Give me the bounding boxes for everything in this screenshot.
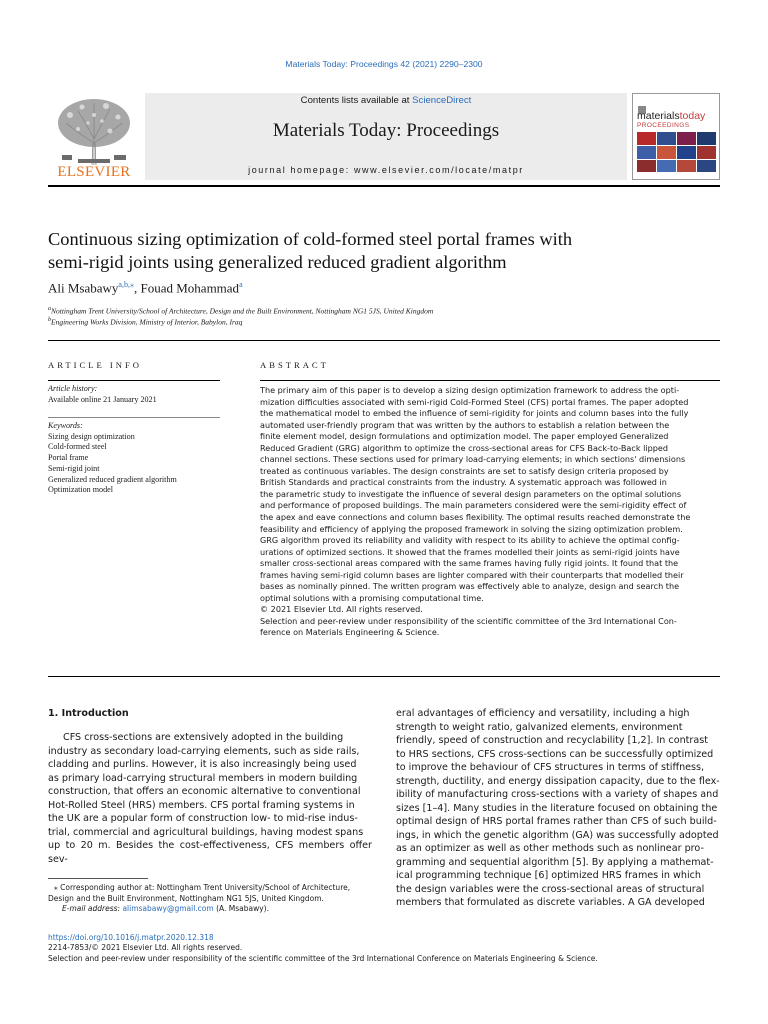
footnote-line: Design and the Built Environment, Nottingham NG1 5JS, United Kingdom. (48, 893, 324, 903)
footer-peer-review: Selection and peer-review under responsibility of the scientific committee of the 3rd International Conference on Materials Engineering & Science. (48, 953, 598, 963)
article-title (48, 228, 720, 274)
contents-prefix: Contents lists available at (300, 95, 413, 106)
article-info-heading: ARTICLE INFO (48, 360, 142, 370)
intro-line: trial, commercial and agricultural buildings, having modest spans (48, 826, 364, 838)
article-title-line-1: Continuous sizing optimization of cold-formed steel portal frames with (48, 229, 573, 249)
corresponding-author-footnote (48, 883, 378, 915)
intro-line: gramming and sequential algorithm [5]. By applying a mathemat- (396, 856, 714, 868)
abstract-line: treated as continuous variables. The design constraints are set to satisfy design criteria proposed by (260, 465, 669, 476)
abstract-line: Reduced Gradient (GRG) algorithm to optimize the cross-sectional areas for CFS Back-to-Back lipped (260, 442, 668, 453)
keywords-label: Keywords: (48, 421, 83, 430)
journal-homepage[interactable]: journal homepage: www.elsevier.com/locate/matpr (248, 165, 524, 175)
journal-citation[interactable]: Materials Today: Proceedings 42 (2021) 2290–2300 (285, 59, 483, 69)
intro-line: as primary load-carrying structural members in modern building (48, 772, 358, 784)
intro-line: as an optimizer as well as other methods such as nonlinear pro- (396, 843, 704, 854)
keyword-item: Cold-formed steel (48, 442, 107, 452)
abstract-line: GRG algorithm proved its reliability and validity with respect to its ability to achieve the optimal config- (260, 535, 680, 546)
cover-title-a: materials (637, 110, 680, 122)
abstract-peer-review-line: ference on Materials Engineering & Science. (260, 627, 440, 638)
author-name[interactable]: Fouad Mohammad (140, 280, 240, 296)
corresponding-author-mark[interactable]: ⁎ (129, 280, 134, 289)
abstract-body (260, 385, 720, 639)
abstract-line: feasibility and efficiency of applying the proposed framework in solving the sizing optimization problem. (260, 523, 683, 534)
abstract-line: optimal solutions with a promising computational time. (260, 592, 484, 603)
footnote-email-line (48, 904, 378, 915)
intro-line: the design variables were the cross-sectional areas of structural (396, 883, 705, 895)
intro-line: industry as secondary load-carrying elements, such as side rails, (48, 745, 360, 757)
affiliation-mark: a (48, 306, 51, 312)
author-separator: , (133, 280, 141, 296)
introduction-heading: 1. Introduction (48, 708, 129, 719)
article-history (48, 384, 157, 405)
article-info-rule (48, 380, 220, 381)
affiliation-b (48, 317, 242, 327)
intro-line: to improve the behaviour of CFS structures in terms of stiffness, (396, 762, 705, 773)
author-affiliation-marks[interactable] (118, 280, 134, 289)
intro-line: up to 20 m. Besides the cost-effectiveness, CFS members offer sev- (48, 840, 372, 865)
intro-right-column (396, 707, 720, 910)
abstract-copyright: © 2021 Elsevier Ltd. All rights reserved. (260, 604, 423, 615)
intro-left-column (48, 731, 372, 866)
page-footer (48, 933, 598, 964)
abstract-line: The primary aim of this paper is to develop a sizing design optimization framework to address the opti- (260, 385, 680, 395)
abstract-line: automated user-friendly program that was written by the authors to establish a relation between the (260, 419, 670, 430)
intro-line: ical programming technique [6] optimized HRS frames in which (396, 870, 701, 881)
abstract-line: bases as nominally pinned. The written program was effectively able to analyze, design and search the (260, 581, 680, 592)
article-title-line-2: semi-rigid joints using generalized reduced gradient algorithm (48, 252, 507, 272)
intro-line: ibility of manufacturing cross-sections with a variety of shapes and (396, 789, 719, 800)
keyword-item: Sizing design optimization (48, 431, 135, 441)
affiliation-a (48, 306, 433, 316)
abstract-line: smaller cross-sectional areas compared with the same frames having fully rigid joints. It found that the (260, 558, 679, 569)
header-divider (48, 185, 720, 187)
issn-copyright: 2214-7853/© 2021 Elsevier Ltd. All rights reserved. (48, 943, 243, 953)
intro-line: friendly, speed of construction and recyclability [1,2]. In contrast (396, 735, 708, 746)
email-label: E-mail address: (62, 904, 123, 914)
author-name[interactable]: Ali Msabawy (48, 280, 119, 296)
affiliation-divider (48, 340, 720, 341)
keyword-item: Generalized reduced gradient algorithm (48, 474, 177, 484)
intro-line: strength to weight ratio, galvanized elements, environment (396, 721, 683, 733)
cover-subtitle: PROCEEDINGS (637, 122, 690, 129)
abstract-peer-review-line: Selection and peer-review under responsibility of the scientific committee of the 3rd International Con- (260, 615, 677, 626)
abstract-line: finite element model, design formulations and optimization model. The paper employed Generalized (260, 431, 669, 442)
journal-title: Materials Today: Proceedings (272, 120, 500, 141)
author-email-link[interactable]: alimsabawy@gmail.com (122, 904, 214, 914)
affiliation-text: Engineering Works Division, Ministry of Interior, Babylon, Iraq (51, 317, 243, 327)
affiliation-mark: b (48, 317, 51, 323)
keyword-item: Semi-rigid joint (48, 463, 100, 473)
abstract-line: British Standards and practical constraints from the industry. A systematic approach was followed in (260, 477, 667, 488)
author-affiliation-sup[interactable]: a,b, (118, 280, 130, 289)
journal-cover-thumbnail[interactable] (632, 93, 720, 180)
abstract-line: the apex and eave connections and column bases flexibility. The optimal results reached demonstrate the (260, 512, 691, 523)
abstract-line: and performance of proposed buildings. The main parameters considered were the semi-rigidity effect of (260, 500, 687, 511)
abstract-line: the parametric study to investigate the influence of several design parameters on the optimal solutions (260, 488, 682, 499)
elsevier-logo[interactable] (48, 93, 140, 180)
keywords-rule (48, 417, 220, 418)
cover-logo-icon (637, 100, 647, 110)
abstract-rule (260, 380, 720, 381)
intro-line: eral advantages of efficiency and versatility, including a high (396, 708, 690, 719)
author-affiliation-sup[interactable]: a (239, 280, 243, 289)
doi-link[interactable]: https://doi.org/10.1016/j.matpr.2020.12.318 (48, 933, 214, 942)
intro-line: strength, ductility, and energy dissipation capacity, due to the flex- (396, 775, 720, 787)
footnote-rule (48, 878, 148, 879)
elsevier-wordmark: ELSEVIER (57, 164, 131, 180)
abstract-heading: ABSTRACT (260, 360, 329, 370)
intro-line: members that formulated as discrete variables. A GA developed (396, 897, 705, 908)
intro-line: sizes [1–4]. Many studies in the literature focused on obtaining the (396, 802, 718, 814)
sciencedirect-link[interactable]: ScienceDirect (412, 95, 472, 106)
affiliation-text: Nottingham Trent University/School of Architecture, Design and the Built Environment, Nottingham NG1 5JS, United Kingdom (51, 306, 434, 316)
cover-title (637, 111, 705, 122)
abstract-line: the mathematical model to embed the influence of semi-rigidity for joints and column bases into the fully (260, 408, 689, 419)
intro-line: ings, in which the genetic algorithm (GA) was successfully adopted (396, 829, 719, 841)
intro-line: to HRS sections, CFS cross-sections can be successfully optimized (396, 748, 714, 760)
footnote-line: ⁎ Corresponding author at: Nottingham Trent University/School of Architecture, (54, 883, 351, 892)
abstract-line: channel sections. These sections used for primary load-carrying elements; in which sections' dimensions (260, 454, 686, 465)
author-list (48, 280, 243, 296)
keyword-item: Optimization model (48, 485, 113, 495)
intro-line: Hot-Rolled Steel (HRS) members. CFS portal framing systems in (48, 799, 355, 811)
email-suffix: (A. Msabawy). (213, 904, 269, 914)
cover-mosaic (637, 132, 716, 172)
intro-line: construction, that offers an economic alternative to conventional (48, 786, 361, 797)
abstract-line: urations of optimized sections. It showed that the frames modelled their joints as semi-rigid joints have (260, 546, 680, 557)
intro-line: the UK are a popular form of construction low- to mid-rise indus- (48, 813, 358, 824)
article-history-label: Article history: (48, 384, 98, 393)
contents-availability (145, 95, 627, 106)
abstract-line: frames having semi-rigid column bases are lighter compared with their counterparts that modelled their (260, 569, 684, 580)
intro-line: optimal design of HRS portal frames rather than CFS of such build- (396, 816, 717, 827)
keywords-block (48, 421, 177, 496)
cover-title-b: today (679, 110, 706, 122)
abstract-line: mization difficulties associated with semi-rigid Cold-Formed Steel (CFS) portal frames. The paper adopted (260, 396, 689, 407)
intro-line: CFS cross-sections are extensively adopted in the building (63, 732, 344, 743)
intro-line: cladding and purlins. However, it is also increasingly being used (48, 759, 357, 770)
article-history-value: Available online 21 January 2021 (48, 394, 157, 404)
keyword-item: Portal frame (48, 453, 89, 463)
abstract-bottom-divider (48, 676, 720, 677)
